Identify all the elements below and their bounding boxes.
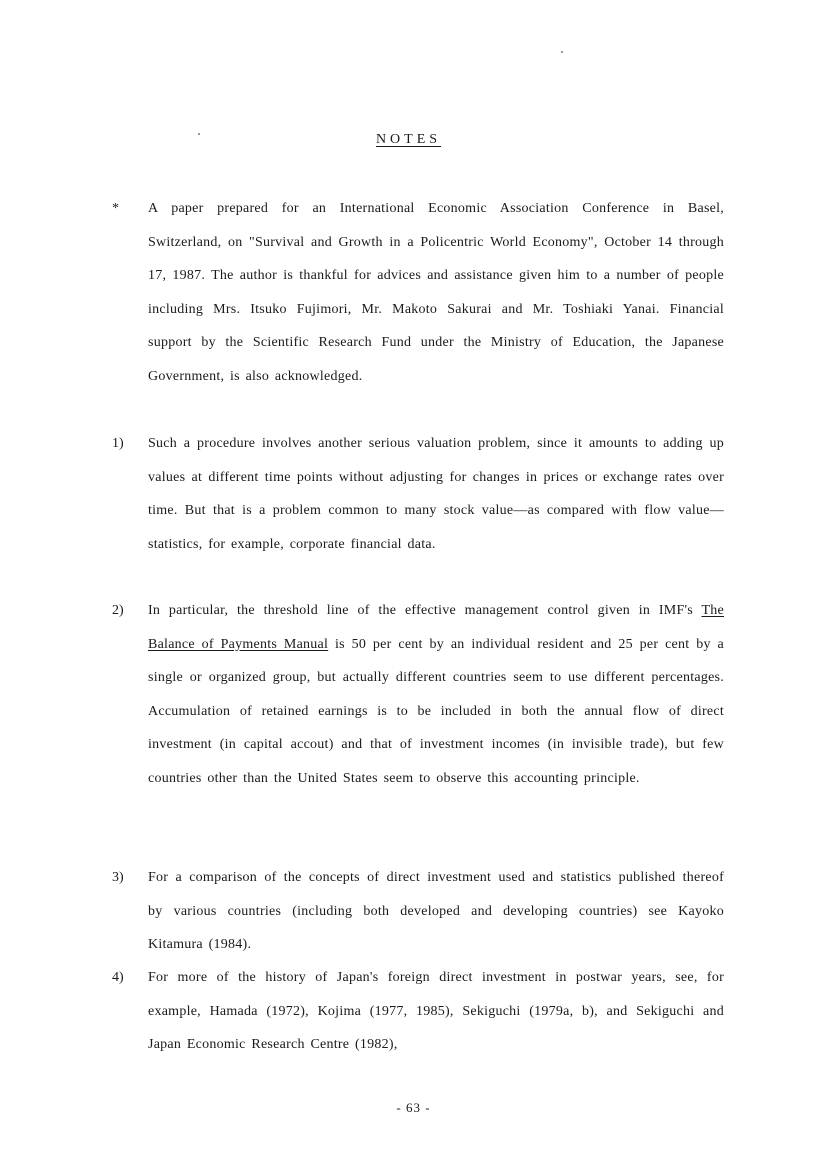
note-marker: 2) <box>112 603 124 618</box>
note-star <box>112 192 724 394</box>
note-text: Such a procedure involves another serious valuation problem, since it amounts to adding up values at different time points without adjusting for changes in prices or exchange rates over time. But that is a problem common to many stock value—as compared with flow value—statistics, for example, corporate financial data. <box>148 436 724 552</box>
note-text: A paper prepared for an International Economic Association Conference in Basel, Switzerland, on "Survival and Growth in a Policentric World Economy", October 14 through 17, 1987. The author is thankful for advices and assistance given him to a number of people including Mrs. Itsuko Fujimori, Mr. Makoto Sakurai and Mr. Toshiaki Yanai. Financial support by the Scientific Research Fund under the Ministry of Education, the Japanese Government, is also acknowledged. <box>148 201 724 384</box>
note-marker: * <box>112 201 119 216</box>
note-1 <box>112 427 724 561</box>
note-marker: 3) <box>112 870 124 885</box>
note-text: For a comparison of the concepts of direct investment used and statistics published thereof by various countries (including both developed and developing countries) see Kayoko Kitamura (1984). <box>148 870 724 953</box>
note-marker: 1) <box>112 436 124 451</box>
note-2 <box>112 594 724 796</box>
manual-title: The Balance of Payments Manual <box>148 603 724 652</box>
note-text: For more of the history of Japan's foreign direct investment in postwar years, see, for example, Hamada (1972), Kojima (1977, 1985), Sekiguchi (1979a, b), and Sekiguchi and Japan Economic Research Centre (1982), <box>148 970 724 1053</box>
note-text-before: In particular, the threshold line of the effective management control given in IMF's <box>148 603 702 618</box>
note-4 <box>112 961 724 1062</box>
page-title: NOTES <box>375 132 442 147</box>
note-3 <box>112 861 724 962</box>
note-text <box>148 594 724 796</box>
note-marker: 4) <box>112 970 124 985</box>
note-text-after: is 50 per cent by an individual resident and 25 per cent by a single or organized group, but actually different countries seem to use different percentages. Accumulation of retained earnings is to be included in both the annual flow of direct investment (in capital accout) and that of investment incomes (in invisible trade), but few countries other than the United States seem to observe this accounting principle. <box>148 636 725 786</box>
scan-speck <box>561 51 563 53</box>
page-number: - 63 - <box>396 1100 431 1115</box>
